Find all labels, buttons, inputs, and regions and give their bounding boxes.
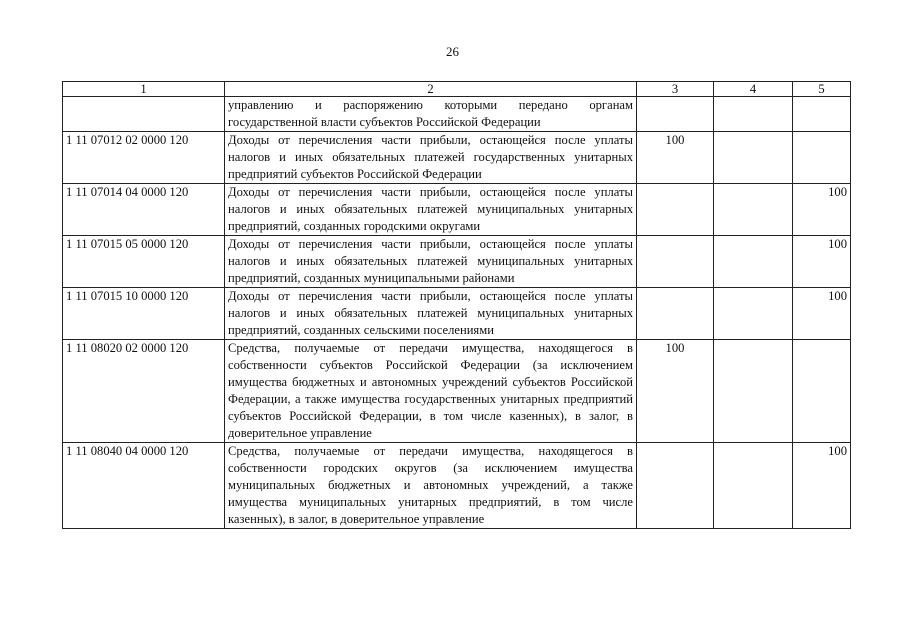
- header-col-1: 1: [63, 82, 225, 97]
- header-col-2: 2: [225, 82, 637, 97]
- budget-classification-table: [62, 81, 851, 529]
- table-row: [63, 132, 851, 184]
- table-row: [63, 443, 851, 529]
- row-col5-value: 100: [793, 443, 851, 529]
- row-col5-value: 100: [793, 288, 851, 340]
- row-col3-value: [637, 97, 714, 132]
- row-col3-value: 100: [637, 340, 714, 443]
- row-col4-value: [714, 184, 793, 236]
- row-col5-value: [793, 340, 851, 443]
- row-col3-value: [637, 236, 714, 288]
- row-col4-value: [714, 236, 793, 288]
- row-col5-value: [793, 97, 851, 132]
- header-col-4: 4: [714, 82, 793, 97]
- header-col-5: 5: [793, 82, 851, 97]
- table-row: [63, 340, 851, 443]
- row-code: 1 11 07015 10 0000 120: [63, 288, 225, 340]
- row-col4-value: [714, 340, 793, 443]
- header-col-3: 3: [637, 82, 714, 97]
- row-code: 1 11 08020 02 0000 120: [63, 340, 225, 443]
- row-description: управлению и распоряжению которыми передано органам государственной власти субъектов Российской Федерации: [225, 97, 637, 132]
- row-col5-value: 100: [793, 236, 851, 288]
- row-col4-value: [714, 443, 793, 529]
- row-description: Средства, получаемые от передачи имущества, находящегося в собственности субъектов Российской Федерации (за исключением имущества бюджетных и автономных учреждений субъектов Российской Федерации, а также имущества государственных унитарных предприятий субъектов Российской Федерации, в том числе казенных), в залог, в доверительное управление: [225, 340, 637, 443]
- row-code: [63, 97, 225, 132]
- row-col4-value: [714, 288, 793, 340]
- row-code: 1 11 08040 04 0000 120: [63, 443, 225, 529]
- row-col3-value: [637, 288, 714, 340]
- row-col5-value: [793, 132, 851, 184]
- row-col3-value: [637, 184, 714, 236]
- row-col4-value: [714, 132, 793, 184]
- row-code: 1 11 07012 02 0000 120: [63, 132, 225, 184]
- table-row: [63, 236, 851, 288]
- row-code: 1 11 07014 04 0000 120: [63, 184, 225, 236]
- row-description: Средства, получаемые от передачи имущества, находящегося в собственности городских округов (за исключением имущества муниципальных бюджетных и автономных учреждений, а также имущества муниципальных унитарных предприятий, в том числе казенных), в залог, в доверительное управление: [225, 443, 637, 529]
- page-number: 26: [446, 44, 459, 59]
- row-description: Доходы от перечисления части прибыли, остающейся после уплаты налогов и иных обязательных платежей муниципальных унитарных предприятий, созданных сельскими поселениями: [225, 288, 637, 340]
- table-row: [63, 288, 851, 340]
- row-col4-value: [714, 97, 793, 132]
- row-description: Доходы от перечисления части прибыли, остающейся после уплаты налогов и иных обязательных платежей государственных унитарных предприятий субъектов Российской Федерации: [225, 132, 637, 184]
- row-col3-value: [637, 443, 714, 529]
- row-description: Доходы от перечисления части прибыли, остающейся после уплаты налогов и иных обязательных платежей муниципальных унитарных предприятий, созданных муниципальными районами: [225, 236, 637, 288]
- row-col3-value: 100: [637, 132, 714, 184]
- table-header-row: [63, 82, 851, 97]
- row-description: Доходы от перечисления части прибыли, остающейся после уплаты налогов и иных обязательных платежей муниципальных унитарных предприятий, созданных городскими округами: [225, 184, 637, 236]
- table-row: [63, 184, 851, 236]
- row-col5-value: 100: [793, 184, 851, 236]
- table-row: [63, 97, 851, 132]
- row-code: 1 11 07015 05 0000 120: [63, 236, 225, 288]
